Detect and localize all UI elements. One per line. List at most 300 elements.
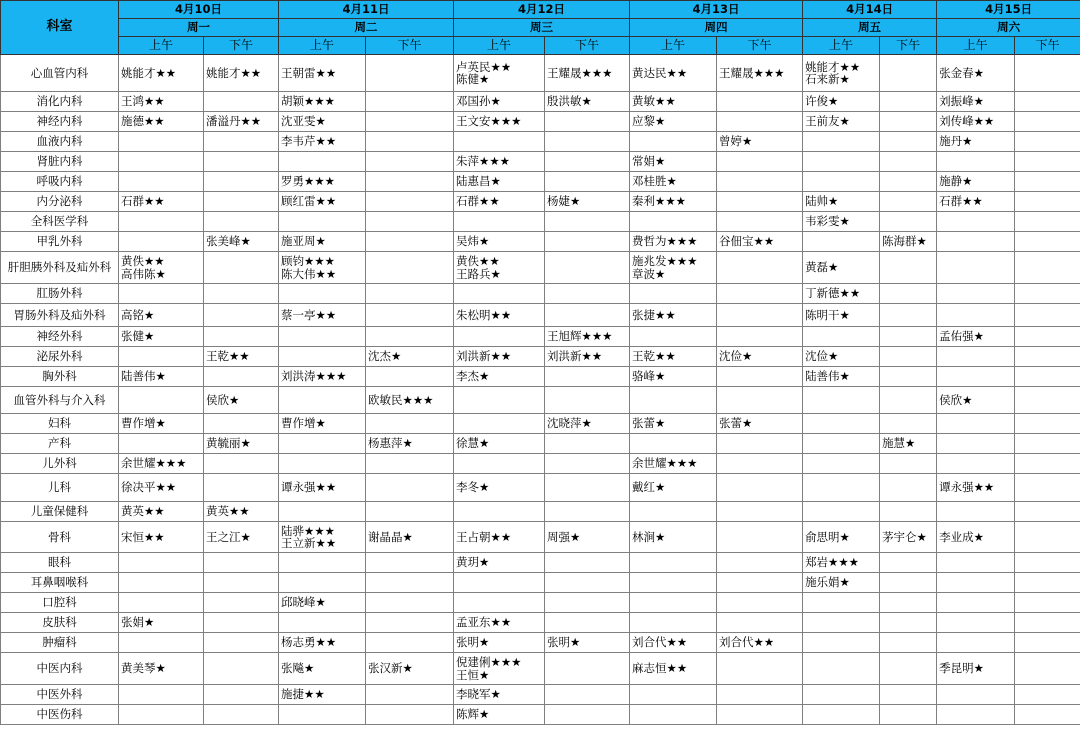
pm-doctor-cell [1015,705,1080,725]
am-doctor-cell [937,633,1015,653]
am-doctor-cell: 施乐娟★ [803,573,880,593]
pm-doctor-cell [880,633,937,653]
am-doctor-cell: 顾红雷★★ [279,192,366,212]
pm-doctor-cell [1015,172,1080,192]
am-doctor-cell [454,132,545,152]
table-row [1,367,1080,387]
table-row [1,454,1080,474]
am-doctor-cell: 黄佚★★ 王路兵★ [454,252,545,284]
pm-doctor-cell [717,454,803,474]
am-doctor-cell: 谭永强★★ [937,474,1015,502]
table-row [1,112,1080,132]
pm-doctor-cell [204,633,279,653]
am-doctor-cell [454,502,545,522]
pm-doctor-cell [717,252,803,284]
am-doctor-cell: 施静★ [937,172,1015,192]
am-doctor-cell: 李杰★ [454,367,545,387]
pm-doctor-cell [204,414,279,434]
pm-doctor-cell [717,172,803,192]
am-doctor-cell: 施德★★ [119,112,204,132]
pm-doctor-cell [545,172,630,192]
am-doctor-cell: 许俊★ [803,92,880,112]
pm-doctor-cell [366,55,454,92]
pm-doctor-cell [880,685,937,705]
pm-doctor-cell [1015,132,1080,152]
pm-doctor-cell [366,212,454,232]
department-name: 中医伤科 [1,705,119,725]
am-doctor-cell [937,573,1015,593]
department-name: 呼吸内科 [1,172,119,192]
am-header: 上午 [937,37,1015,55]
pm-doctor-cell [717,653,803,685]
table-row [1,232,1080,252]
pm-doctor-cell [204,92,279,112]
pm-doctor-cell [366,367,454,387]
am-doctor-cell [119,347,204,367]
pm-doctor-cell [880,327,937,347]
pm-doctor-cell [366,232,454,252]
pm-doctor-cell [545,553,630,573]
pm-doctor-cell [880,553,937,573]
am-doctor-cell: 余世耀★★★ [119,454,204,474]
am-doctor-cell: 施捷★★ [279,685,366,705]
am-doctor-cell [630,327,717,347]
am-doctor-cell [119,152,204,172]
am-doctor-cell [454,454,545,474]
am-doctor-cell [630,212,717,232]
am-doctor-cell [937,367,1015,387]
am-doctor-cell [279,573,366,593]
am-doctor-cell [803,593,880,613]
department-name: 耳鼻咽喉科 [1,573,119,593]
pm-doctor-cell [545,232,630,252]
pm-header: 下午 [366,37,454,55]
pm-doctor-cell [204,132,279,152]
am-doctor-cell [630,593,717,613]
pm-doctor-cell [880,414,937,434]
pm-doctor-cell: 沈晓萍★ [545,414,630,434]
am-doctor-cell [803,705,880,725]
pm-doctor-cell [366,327,454,347]
session-header-row [1,37,1080,55]
pm-doctor-cell [880,454,937,474]
am-doctor-cell: 黄磊★ [803,252,880,284]
pm-doctor-cell [545,387,630,414]
pm-doctor-cell [204,454,279,474]
am-doctor-cell: 姚能才★★ 石来新★ [803,55,880,92]
table-row [1,55,1080,92]
pm-doctor-cell [204,152,279,172]
am-doctor-cell [119,685,204,705]
pm-doctor-cell [880,593,937,613]
pm-doctor-cell [1015,502,1080,522]
am-doctor-cell [119,212,204,232]
am-doctor-cell: 王乾★★ [630,347,717,367]
pm-doctor-cell: 殷洪敏★ [545,92,630,112]
pm-doctor-cell: 侯欣★ [204,387,279,414]
pm-doctor-cell: 王耀晟★★★ [545,55,630,92]
table-header [1,1,1080,55]
pm-doctor-cell [204,613,279,633]
am-doctor-cell [803,653,880,685]
am-doctor-cell: 黄达民★★ [630,55,717,92]
am-doctor-cell [119,705,204,725]
pm-doctor-cell [366,613,454,633]
am-doctor-cell [630,502,717,522]
weekday-header: 周二 [279,19,454,37]
pm-doctor-cell [1015,454,1080,474]
pm-doctor-cell [545,212,630,232]
am-doctor-cell [279,387,366,414]
pm-doctor-cell [545,367,630,387]
table-row [1,304,1080,327]
pm-doctor-cell [1015,553,1080,573]
pm-doctor-cell [1015,92,1080,112]
am-doctor-cell: 陆善伟★ [803,367,880,387]
department-name: 内分泌科 [1,192,119,212]
table-row [1,553,1080,573]
am-doctor-cell: 秦利★★★ [630,192,717,212]
table-row [1,633,1080,653]
pm-doctor-cell: 姚能才★★ [204,55,279,92]
am-doctor-cell: 季昆明★ [937,653,1015,685]
am-doctor-cell [937,705,1015,725]
pm-doctor-cell [880,55,937,92]
am-doctor-cell [454,327,545,347]
pm-doctor-cell [1015,304,1080,327]
am-doctor-cell: 张健★ [119,327,204,347]
pm-doctor-cell [366,593,454,613]
pm-doctor-cell [366,502,454,522]
am-doctor-cell [454,284,545,304]
am-doctor-cell [119,553,204,573]
pm-doctor-cell [366,284,454,304]
pm-doctor-cell: 王耀晟★★★ [717,55,803,92]
am-doctor-cell [279,502,366,522]
pm-doctor-cell [545,705,630,725]
pm-doctor-cell [1015,55,1080,92]
table-row [1,284,1080,304]
department-name: 神经内科 [1,112,119,132]
pm-doctor-cell [204,252,279,284]
pm-doctor-cell [1015,347,1080,367]
pm-doctor-cell [204,172,279,192]
am-doctor-cell: 邱晓峰★ [279,593,366,613]
department-name: 口腔科 [1,593,119,613]
am-doctor-cell: 石群★★ [454,192,545,212]
pm-doctor-cell [204,474,279,502]
pm-doctor-cell: 欧敏民★★★ [366,387,454,414]
am-doctor-cell [937,502,1015,522]
am-doctor-cell [803,172,880,192]
am-doctor-cell [454,593,545,613]
am-doctor-cell [937,152,1015,172]
table-row [1,613,1080,633]
table-row [1,387,1080,414]
am-doctor-cell [803,502,880,522]
am-doctor-cell: 张明★ [454,633,545,653]
pm-header: 下午 [717,37,803,55]
department-name: 消化内科 [1,92,119,112]
pm-doctor-cell [717,502,803,522]
pm-doctor-cell [545,613,630,633]
pm-doctor-cell [717,474,803,502]
am-doctor-cell [937,454,1015,474]
am-doctor-cell: 施兆发★★★ 章波★ [630,252,717,284]
am-doctor-cell [119,284,204,304]
am-doctor-cell: 朱萍★★★ [454,152,545,172]
am-doctor-cell: 应黎★ [630,112,717,132]
am-doctor-cell: 陆帅★ [803,192,880,212]
am-doctor-cell: 胡颖★★★ [279,92,366,112]
pm-doctor-cell [880,304,937,327]
am-doctor-cell: 刘洪新★★ [454,347,545,367]
department-name: 肝胆胰外科及疝外科 [1,252,119,284]
pm-doctor-cell: 谷佃宝★★ [717,232,803,252]
am-doctor-cell: 王鸿★★ [119,92,204,112]
pm-doctor-cell [717,387,803,414]
pm-doctor-cell: 周强★ [545,522,630,553]
department-name: 血液内科 [1,132,119,152]
pm-doctor-cell [880,573,937,593]
pm-doctor-cell [880,653,937,685]
pm-doctor-cell [366,252,454,284]
am-doctor-cell [803,232,880,252]
am-doctor-cell: 张金春★ [937,55,1015,92]
am-doctor-cell [630,284,717,304]
pm-doctor-cell [880,112,937,132]
am-doctor-cell: 谭永强★★ [279,474,366,502]
am-doctor-cell [119,132,204,152]
am-doctor-cell: 施亚周★ [279,232,366,252]
weekday-header: 周五 [803,19,937,37]
pm-doctor-cell [545,593,630,613]
pm-doctor-cell: 张明★ [545,633,630,653]
pm-doctor-cell [204,553,279,573]
pm-doctor-cell: 黄英★★ [204,502,279,522]
pm-doctor-cell [1015,593,1080,613]
pm-doctor-cell [204,573,279,593]
department-name: 肾脏内科 [1,152,119,172]
pm-doctor-cell [880,387,937,414]
department-name: 儿外科 [1,454,119,474]
am-doctor-cell: 黄玥★ [454,553,545,573]
pm-doctor-cell [204,192,279,212]
weekday-header: 周三 [454,19,630,37]
table-row [1,192,1080,212]
am-doctor-cell [937,284,1015,304]
table-row [1,593,1080,613]
pm-doctor-cell [880,705,937,725]
pm-doctor-cell [1015,112,1080,132]
pm-doctor-cell: 王乾★★ [204,347,279,367]
am-doctor-cell: 黄美琴★ [119,653,204,685]
am-doctor-cell: 张蕾★ [630,414,717,434]
am-doctor-cell: 李晓军★ [454,685,545,705]
am-doctor-cell: 费哲为★★★ [630,232,717,252]
am-doctor-cell [279,705,366,725]
pm-doctor-cell [1015,474,1080,502]
pm-doctor-cell [366,304,454,327]
pm-doctor-cell [366,132,454,152]
am-doctor-cell [937,212,1015,232]
pm-doctor-cell [366,414,454,434]
date-header: 4月15日 [937,1,1080,19]
pm-doctor-cell [880,152,937,172]
table-row [1,705,1080,725]
pm-doctor-cell: 张汉新★ [366,653,454,685]
am-doctor-cell [803,613,880,633]
pm-doctor-cell [545,454,630,474]
weekday-header: 周六 [937,19,1080,37]
pm-doctor-cell: 张蕾★ [717,414,803,434]
department-name: 胃肠外科及疝外科 [1,304,119,327]
am-doctor-cell: 石群★★ [937,192,1015,212]
pm-doctor-cell [1015,573,1080,593]
pm-doctor-cell [717,553,803,573]
am-doctor-cell [279,212,366,232]
am-doctor-cell [937,414,1015,434]
department-name: 肿瘤科 [1,633,119,653]
am-doctor-cell: 顾钧★★★ 陈大伟★★ [279,252,366,284]
pm-doctor-cell [204,284,279,304]
pm-doctor-cell [1015,284,1080,304]
pm-doctor-cell: 施慧★ [880,434,937,454]
am-doctor-cell: 施丹★ [937,132,1015,152]
pm-doctor-cell [204,593,279,613]
am-doctor-cell: 刘振峰★ [937,92,1015,112]
pm-doctor-cell: 谢晶晶★ [366,522,454,553]
pm-doctor-cell [366,553,454,573]
am-doctor-cell [454,573,545,593]
pm-doctor-cell: 杨惠萍★ [366,434,454,454]
am-doctor-cell [630,613,717,633]
pm-doctor-cell [880,347,937,367]
pm-header: 下午 [1015,37,1080,55]
am-doctor-cell: 罗勇★★★ [279,172,366,192]
am-doctor-cell [630,132,717,152]
pm-doctor-cell [545,653,630,685]
pm-doctor-cell [717,367,803,387]
table-row [1,252,1080,284]
am-doctor-cell: 陆骅★★★ 王立新★★ [279,522,366,553]
am-header: 上午 [630,37,717,55]
am-doctor-cell [937,434,1015,454]
am-doctor-cell: 徐慧★ [454,434,545,454]
department-name: 心血管内科 [1,55,119,92]
pm-doctor-cell [366,474,454,502]
am-doctor-cell [803,387,880,414]
table-row [1,474,1080,502]
am-doctor-cell: 陆善伟★ [119,367,204,387]
pm-doctor-cell [880,92,937,112]
am-doctor-cell: 倪建俐★★★ 王恒★ [454,653,545,685]
pm-doctor-cell [1015,252,1080,284]
pm-doctor-cell: 黄毓丽★ [204,434,279,454]
pm-doctor-cell [880,212,937,232]
am-doctor-cell: 余世耀★★★ [630,454,717,474]
am-doctor-cell [937,685,1015,705]
table-row [1,414,1080,434]
pm-doctor-cell [717,152,803,172]
table-row [1,502,1080,522]
pm-doctor-cell [1015,653,1080,685]
am-doctor-cell: 王文安★★★ [454,112,545,132]
pm-doctor-cell: 刘洪新★★ [545,347,630,367]
pm-doctor-cell [880,613,937,633]
am-doctor-cell [937,553,1015,573]
pm-doctor-cell: 王之江★ [204,522,279,553]
pm-doctor-cell [717,92,803,112]
am-doctor-cell: 宋恒★★ [119,522,204,553]
pm-doctor-cell [545,573,630,593]
department-name: 血管外科与介入科 [1,387,119,414]
am-doctor-cell [119,593,204,613]
pm-doctor-cell [545,252,630,284]
pm-doctor-cell: 茅宇仑★ [880,522,937,553]
am-doctor-cell [279,152,366,172]
department-name: 中医内科 [1,653,119,685]
am-doctor-cell: 侯欣★ [937,387,1015,414]
am-doctor-cell [803,633,880,653]
am-doctor-cell: 李韦芹★★ [279,132,366,152]
am-doctor-cell: 徐决平★★ [119,474,204,502]
am-doctor-cell: 戴红★ [630,474,717,502]
department-name: 眼科 [1,553,119,573]
am-doctor-cell [630,573,717,593]
am-doctor-cell [279,454,366,474]
am-doctor-cell: 陆惠昌★ [454,172,545,192]
am-header: 上午 [119,37,204,55]
pm-doctor-cell [1015,192,1080,212]
am-doctor-cell [937,252,1015,284]
pm-doctor-cell [366,172,454,192]
pm-doctor-cell: 王旭辉★★★ [545,327,630,347]
am-doctor-cell: 常娟★ [630,152,717,172]
table-row [1,685,1080,705]
am-doctor-cell: 曹作增★ [119,414,204,434]
pm-doctor-cell [880,192,937,212]
pm-doctor-cell: 曾婷★ [717,132,803,152]
am-doctor-cell [803,132,880,152]
pm-doctor-cell [717,112,803,132]
pm-doctor-cell [717,685,803,705]
pm-doctor-cell [1015,152,1080,172]
pm-doctor-cell [717,522,803,553]
pm-doctor-cell [880,474,937,502]
department-name: 神经外科 [1,327,119,347]
pm-doctor-cell: 刘合代★★ [717,633,803,653]
pm-doctor-cell [1015,232,1080,252]
pm-doctor-cell [717,593,803,613]
am-doctor-cell: 刘洪涛★★★ [279,367,366,387]
table-row [1,327,1080,347]
pm-doctor-cell [204,367,279,387]
pm-doctor-cell: 沈俭★ [717,347,803,367]
pm-doctor-cell [717,304,803,327]
am-doctor-cell: 韦彩雯★ [803,212,880,232]
pm-doctor-cell: 潘溢丹★★ [204,112,279,132]
pm-doctor-cell [545,502,630,522]
date-header: 4月10日 [119,1,279,19]
pm-doctor-cell: 张美峰★ [204,232,279,252]
am-doctor-cell: 张娟★ [119,613,204,633]
am-doctor-cell: 林涧★ [630,522,717,553]
pm-doctor-cell [717,613,803,633]
am-doctor-cell [119,172,204,192]
table-row [1,92,1080,112]
pm-doctor-cell [545,152,630,172]
